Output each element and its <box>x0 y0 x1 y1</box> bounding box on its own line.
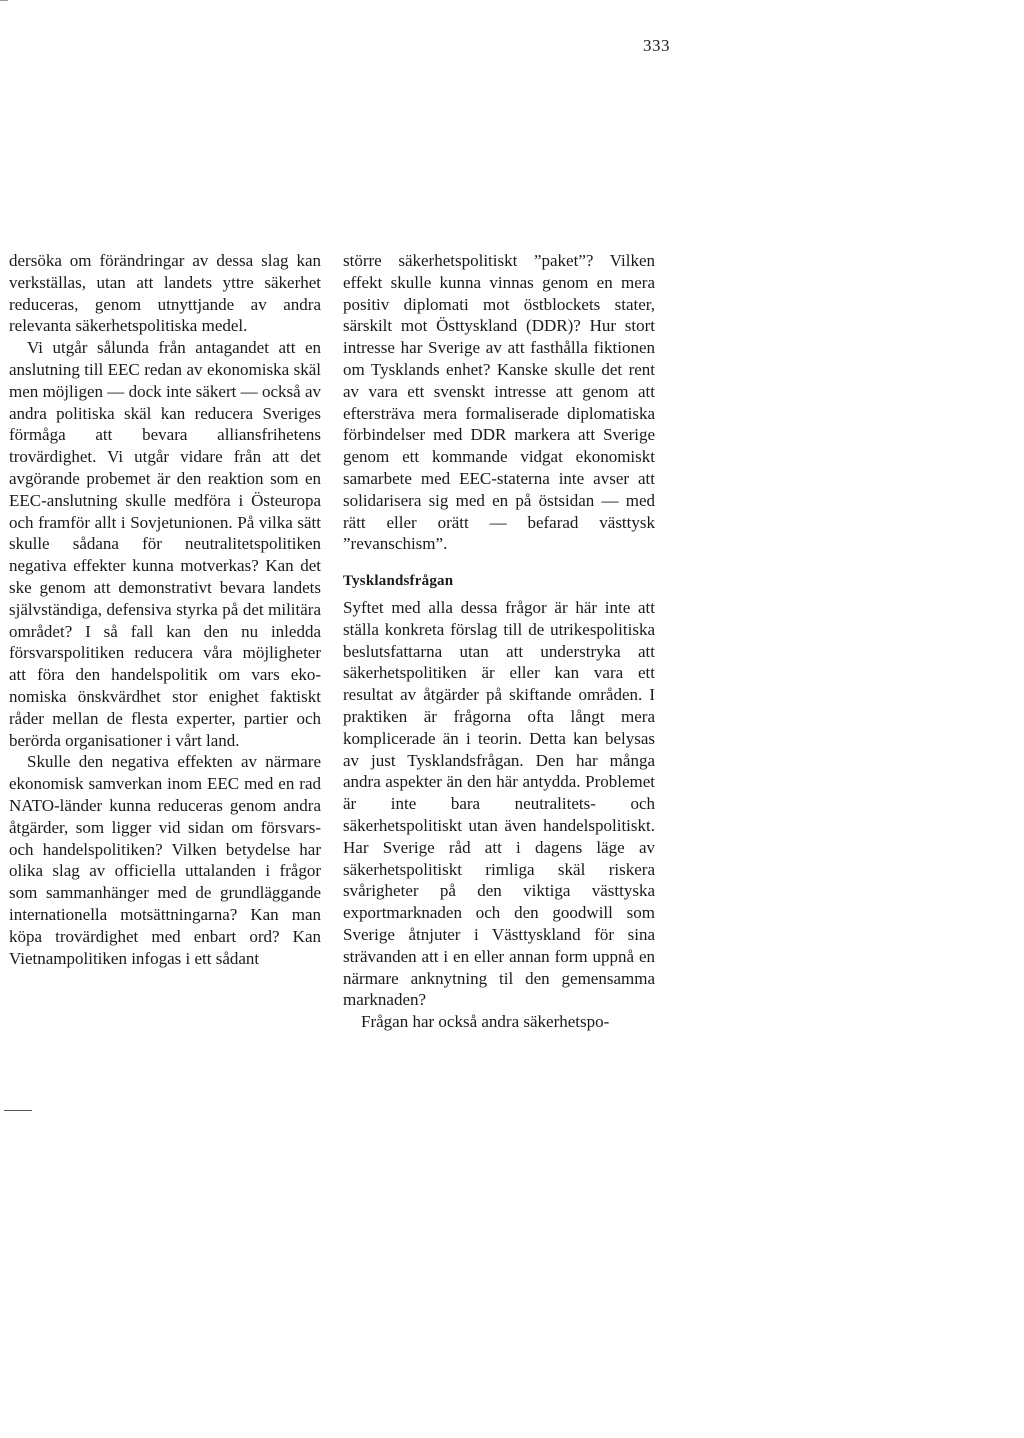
left-column <box>9 250 321 969</box>
footnote-rule <box>4 1110 32 1111</box>
paragraph: Skulle den negativa effekten av närmare ekonomisk samverkan inom EEC med en rad NATO-länder kunna reduceras genom andra åtgärder, som ligger vid sidan om försvars- och handelspolitiken? Vilken betydelse har olika slag av officiella uttalanden i frågor som sammanhänger med de grundläggande internationella motsättningarna? Kan man köpa trovärdighet med enbart ord? Kan Vietnampolitiken infogas i ett sådant <box>9 752 321 968</box>
scan-corner-mark <box>0 0 8 1</box>
paragraph: större säkerhetspolitiskt ”paket”? Vilken effekt skulle kunna vinnas genom en mera positiv diplomati mot östblockets stater, särskilt mot Östtyskland (DDR)? Hur stort intresse har Sverige av att fasthålla fiktionen om Tysklands enhet? Kanske skulle det rent av vara ett svenskt intresse att genom att eftersträva mera formaliserade diplomatiska förbindelser med DDR markera att Sverige genom ett kommande vidgat ekonomiskt samarbete med EEC-staterna inte avser att solidarisera sig med en på östsidan — med rätt eller orätt — befarad västtysk ”revanschism”. <box>343 251 655 554</box>
paragraph: dersöka om förändringar av dessa slag kan verkställas, utan att landets yttre säkerhet reduceras, genom utnyttjande av andra relevanta säkerhetspolitiska medel. <box>9 251 321 336</box>
paragraph: Frågan har också andra säkerhetspo- <box>361 1012 610 1032</box>
paragraph: Vi utgår sålunda från antagandet att en anslutning till EEC redan av ekonomiska skäl men möjligen — dock inte säkert — också av andra politiska skäl kan reducera Sveriges förmåga att bevara alliansfrihetens trovärdighet. Vi utgår vidare från att det avgörande probemet är den reaktion som en EEC-anslutning skulle medföra i Östeuropa och framför allt i Sovjetunionen. På vilka sätt skulle sådana för neutralitetspolitiken negativa effekter kunna motverkas? Kan det ske genom att demonstrativt bevara landets självständiga, defensiva styrka på det militära området? I så fall kan den nu inledda försvarspolitiken reducera våra möjligheter att föra den handelspolitik om vars ekonomiska önskvärdhet stor enighet faktiskt råder mellan de flesta experter, partier och berörda organisationer i vårt land. <box>9 338 321 750</box>
paragraph: Syftet med alla dessa frågor är här inte att ställa konkreta förslag till de utrikespolitiska beslutsfattarna utan att understryka att säkerhetspolitiken är eller kan vara ett resultat av åtgärder på skiftande områden. I praktiken är frågorna ofta långt mera komplicerade än i teorin. Detta kan belysas av just Tysklandsfrågan. Den har många andra aspekter än den här antydda. Problemet är inte bara neutralitets- och säkerhetspolitiskt utan även handelspolitiskt. Har Sverige råd att i dagens läge av säkerhetspolitiskt rimliga skäl riskera svårigheter på den viktiga västtyska exportmarknaden och den goodwill som Sverige åtnjuter i Västtyskland för sina strävanden att i en eller annan form uppnå en närmare anknytning til den gemensamma marknaden? <box>343 597 655 1010</box>
page-number: 333 <box>643 36 670 55</box>
right-column <box>343 250 655 1033</box>
section-heading: Tysklandsfrågan <box>343 573 454 590</box>
